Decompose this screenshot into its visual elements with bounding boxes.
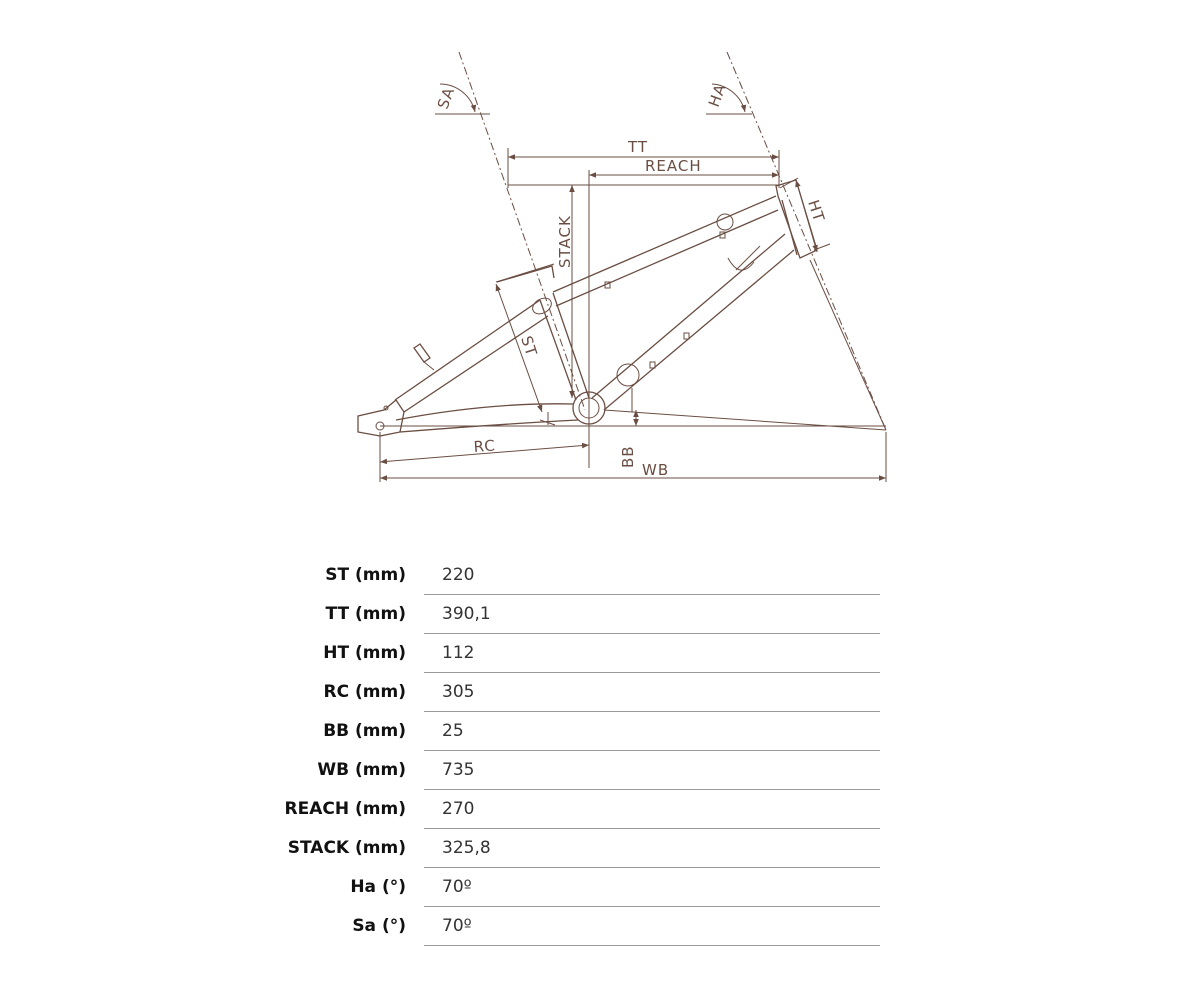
bb-dimension [604,410,640,468]
reach-label: REACH [645,157,702,175]
st-label: ST [517,333,541,359]
head-angle-indicator [705,81,752,114]
frame-outline [358,180,817,440]
row-divider [424,750,880,751]
geometry-value: 735 [442,760,475,780]
ht-dimension [780,178,830,252]
geometry-label: RC (mm) [323,682,406,702]
geometry-row-wb [0,752,1200,791]
geometry-value: 305 [442,682,475,702]
geometry-label: STACK (mm) [287,838,406,858]
tt-label: TT [628,138,649,156]
wb-label: WB [642,461,670,479]
geometry-row-ht [0,635,1200,674]
geometry-label: HT (mm) [323,643,406,663]
geometry-row-tt [0,596,1200,635]
geometry-value: 390,1 [442,604,491,624]
geometry-row-reach [0,791,1200,830]
row-divider [424,633,880,634]
seat-angle-indicator [434,84,490,114]
geometry-label: WB (mm) [317,760,406,780]
geometry-table [0,557,1200,947]
geometry-value: 220 [442,565,475,585]
geometry-value: 325,8 [442,838,491,858]
geometry-label: Ha (°) [350,877,406,897]
geometry-label: BB (mm) [323,721,406,741]
geometry-value: 70º [442,916,472,936]
row-divider [424,594,880,595]
geometry-value: 70º [442,877,472,897]
sa-label: SA [433,84,459,112]
rc-label: RC [473,436,497,456]
geometry-value: 112 [442,643,475,663]
st-dimension [496,264,554,412]
geometry-label: ST (mm) [325,565,406,585]
geometry-row-sa [0,908,1200,947]
geometry-value: 270 [442,799,475,819]
geometry-row-bb [0,713,1200,752]
stack-label: STACK [556,215,574,268]
geometry-label: Sa (°) [352,916,406,936]
ha-label: HA [704,81,730,110]
geometry-row-rc [0,674,1200,713]
ht-label: HT [804,197,829,225]
front-triangle-line [604,410,886,430]
geometry-label: REACH (mm) [284,799,406,819]
row-divider [424,828,880,829]
row-divider [424,945,880,946]
row-divider [424,906,880,907]
stack-dimension [508,185,779,398]
row-divider [424,867,880,868]
tt-dimension [508,138,779,188]
head-tube-extension [810,260,886,430]
row-divider [424,711,880,712]
bb-label: BB [619,445,637,468]
rc-dimension [380,432,589,482]
row-divider [424,672,880,673]
geometry-value: 25 [442,721,464,741]
geometry-label: TT (mm) [325,604,406,624]
head-tube-axis [727,52,886,430]
row-divider [424,789,880,790]
geometry-row-ha [0,869,1200,908]
geometry-row-stack [0,830,1200,869]
geometry-row-st [0,557,1200,596]
